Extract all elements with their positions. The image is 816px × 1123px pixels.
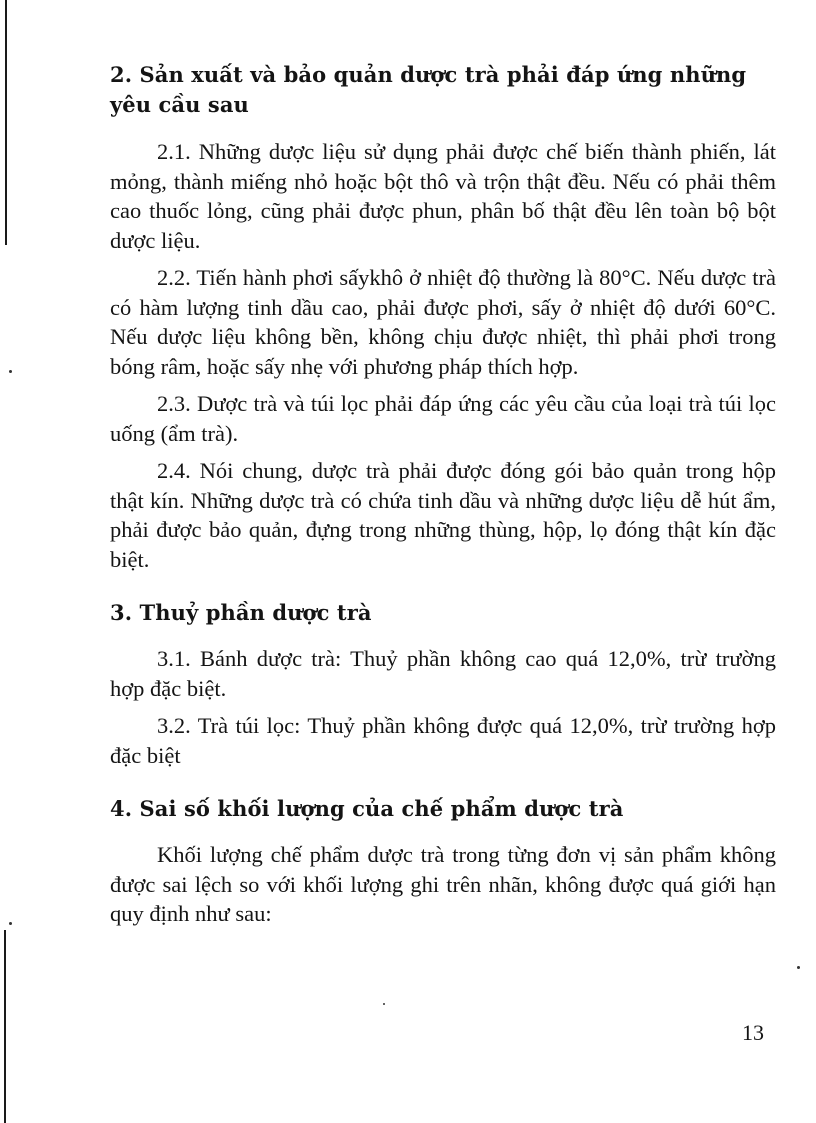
paragraph: 3.2. Trà túi lọc: Thuỷ phần không được quá 12,0%, trừ trường hợp đặc biệt [110,713,776,768]
page-edge-line [4,930,6,1123]
paragraph: 3.1. Bánh dược trà: Thuỷ phần không cao quá 12,0%, trừ trường hợp đặc biệt. [110,646,776,701]
paragraph: 2.2. Tiến hành phơi sấykhô ở nhiệt độ thường là 80°C. Nếu dược trà có hàm lượng tinh dầu cao, phải được phơi, sấy ở nhiệt độ dưới 60°C. Nếu dược liệu không bền, không chịu được nhiệt, thì phải phơi trong bóng râm, hoặc sấy nhẹ với phương pháp thích hợp. [110,265,776,379]
scan-speck [383,1003,385,1005]
scan-speck [797,966,800,969]
section-heading: 3. Thuỷ phần dược trà [110,600,372,625]
paragraph: Khối lượng chế phẩm dược trà trong từng đơn vị sản phẩm không được sai lệch so với khối lượng ghi trên nhãn, không được quá giới hạn quy định như sau: [110,842,776,926]
page-number: 13 [742,1020,764,1045]
scan-speck [9,922,12,925]
page-edge-line [5,0,7,245]
paragraph: 2.3. Dược trà và túi lọc phải đáp ứng các yêu cầu của loại trà túi lọc uống (ẩm trà). [110,391,776,446]
paragraph: 2.1. Những dược liệu sử dụng phải được chế biến thành phiến, lát mỏng, thành miếng nhỏ hoặc bột thô và trộn thật đều. Nếu có phải thêm cao thuốc lỏng, cũng phải được phun, phân bố thật đều lên toàn bộ bột dược liệu. [110,139,776,253]
paragraph: 2.4. Nói chung, dược trà phải được đóng gói bảo quản trong hộp thật kín. Những dược trà có chứa tinh dầu và những dược liệu dễ hút ẩm, phải được bảo quản, đựng trong những thùng, hộp, lọ đóng thật kín đặc biệt. [110,458,776,572]
page-content [110,60,776,929]
section-heading: 2. Sản xuất và bảo quản dược trà phải đáp ứng những yêu cầu sau [110,62,747,117]
scan-speck [9,370,12,373]
section-heading: 4. Sai số khối lượng của chế phẩm dược trà [110,796,624,821]
